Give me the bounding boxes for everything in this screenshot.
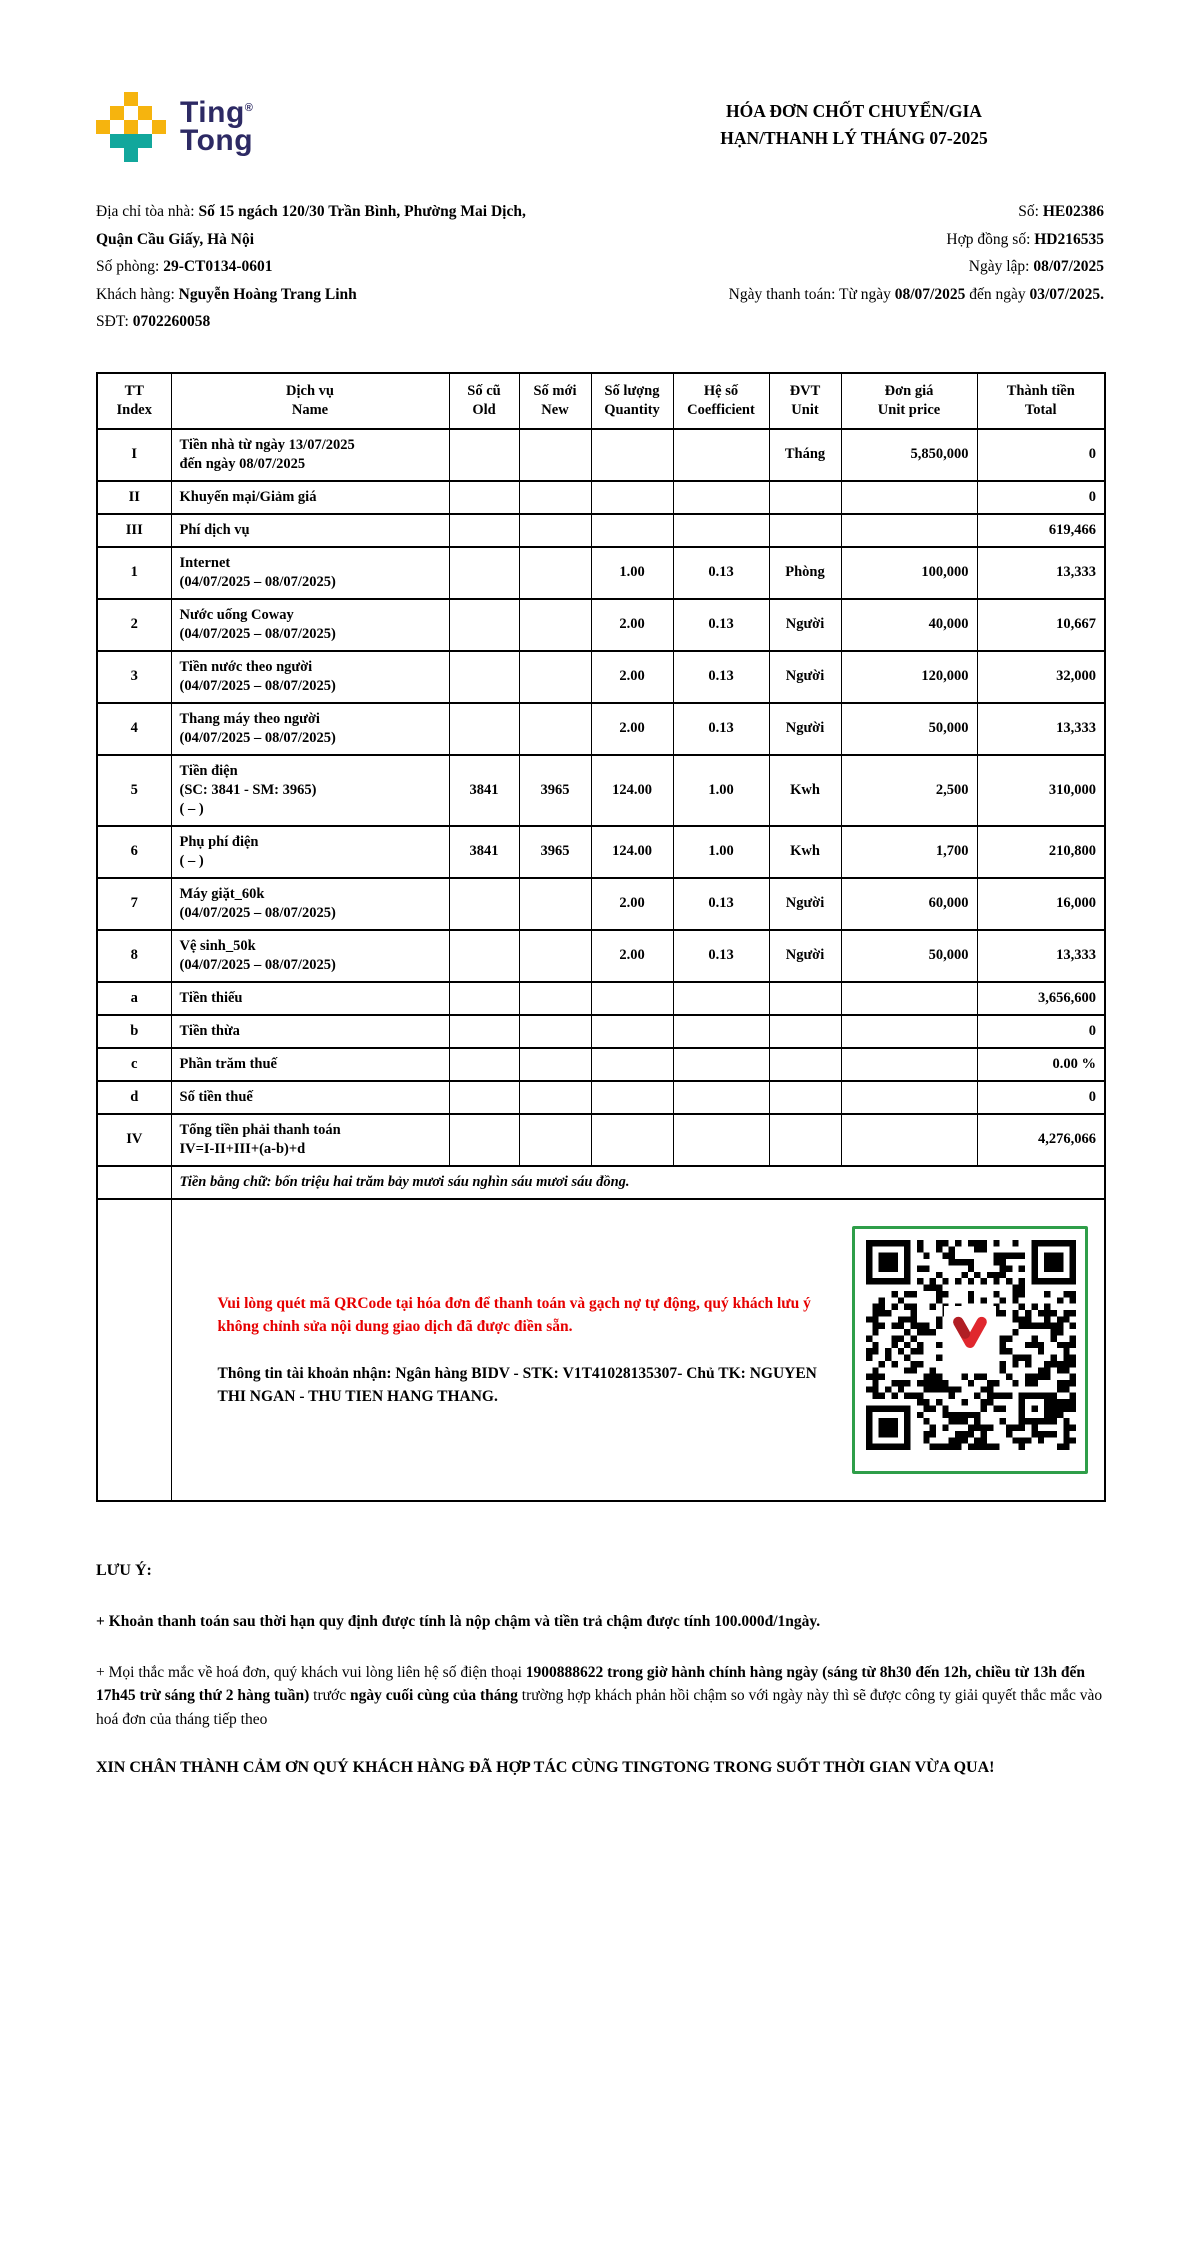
cell-price — [841, 1048, 977, 1081]
invoice-title-line1: HÓA ĐƠN CHỐT CHUYỂN/GIA — [726, 101, 982, 121]
cell-unit: Người — [769, 930, 841, 982]
info-right: Số: HE02386 — [1018, 203, 1104, 220]
qr-account-info: Thông tin tài khoản nhận: Ngân hàng BIDV - STK: V1T41028135307- Chủ TK: NGUYEN THI NGAN - THU TIEN HANG THANG. — [217, 1364, 817, 1405]
cell-unit: Phòng — [769, 547, 841, 599]
cell-unit — [769, 514, 841, 547]
table-row-1 — [97, 547, 1105, 599]
cell-qty: 2.00 — [591, 930, 673, 982]
table-header-cell-name: Dịch vụ Name — [171, 373, 449, 429]
cell-price — [841, 1081, 977, 1114]
tingtong-logo — [96, 92, 253, 162]
cell-coef — [673, 429, 769, 481]
invoice-info-section — [96, 198, 1104, 336]
logo-word-1: Ting — [180, 95, 245, 129]
cell-unit — [769, 1015, 841, 1048]
cell-name: Thang máy theo người (04/07/2025 – 08/07/2025) — [171, 703, 449, 755]
cell-tt: 7 — [97, 878, 171, 930]
cell-total: 16,000 — [977, 878, 1105, 930]
amount-in-words-row — [97, 1166, 1105, 1199]
cell-coef: 0.13 — [673, 878, 769, 930]
cell-total: 0 — [977, 1081, 1105, 1114]
cell-old: 3841 — [449, 755, 519, 826]
table-header-cell-unit: ĐVT Unit — [769, 373, 841, 429]
cell-qty — [591, 1081, 673, 1114]
cell-tt: 5 — [97, 755, 171, 826]
cell-unit: Người — [769, 703, 841, 755]
qr-instructions — [218, 1292, 838, 1408]
info-row-3 — [96, 253, 1104, 281]
cell-name: Tổng tiền phải thanh toán IV=I-II+III+(a-b)+d — [171, 1114, 449, 1166]
cell-new — [519, 599, 591, 651]
info-left: SĐT: 0702260058 — [96, 313, 211, 330]
cell-coef: 0.13 — [673, 547, 769, 599]
table-row-2 — [97, 599, 1105, 651]
cell-unit: Người — [769, 878, 841, 930]
cell-tt: II — [97, 481, 171, 514]
table-header-cell-old: Số cũ Old — [449, 373, 519, 429]
cell-tt: 1 — [97, 547, 171, 599]
footer-heading: LƯU Ý: — [96, 1561, 152, 1579]
table-header-cell-tt: TT Index — [97, 373, 171, 429]
cell-new — [519, 651, 591, 703]
cell-new: 3965 — [519, 826, 591, 878]
cell-price: 50,000 — [841, 930, 977, 982]
table-header-cell-total: Thành tiền Total — [977, 373, 1105, 429]
cell-old — [449, 1081, 519, 1114]
cell-new — [519, 878, 591, 930]
cell-name: Tiền nhà từ ngày 13/07/2025 đến ngày 08/07/2025 — [171, 429, 449, 481]
cell-new — [519, 982, 591, 1015]
cell-unit — [769, 1048, 841, 1081]
cell-coef — [673, 982, 769, 1015]
footer-note-2: + Mọi thắc mắc về hoá đơn, quý khách vui lòng liên hệ số điện thoại 1900888622 trong giờ hành chính hàng ngày (sáng từ 8h30 đến 12h, chiều từ 13h đến 17h45 trừ sáng thứ 2 hàng tuần) trước ngày cuối cùng của tháng trường hợp khách phản hồi chậm so với ngày này thì sẽ được công ty giải quyết thắc mắc vào hoá đơn của tháng tiếp theo — [96, 1663, 1103, 1728]
cell-name: Nước uống Coway (04/07/2025 – 08/07/2025) — [171, 599, 449, 651]
table-row-3 — [97, 651, 1105, 703]
qr-red-note: Vui lòng quét mã QRCode tại hóa đơn để thanh toán và gạch nợ tự động, quý khách lưu ý không chỉnh sửa nội dung giao dịch đã được điền sẵn. — [217, 1294, 811, 1335]
cell-unit: Tháng — [769, 429, 841, 481]
cell-new — [519, 547, 591, 599]
cell-name: Máy giặt_60k (04/07/2025 – 08/07/2025) — [171, 878, 449, 930]
cell-coef: 0.13 — [673, 651, 769, 703]
info-left: Khách hàng: Nguyễn Hoàng Trang Linh — [96, 285, 357, 303]
invoice-table — [96, 372, 1106, 1502]
table-header-cell-new: Số mới New — [519, 373, 591, 429]
cell-old — [449, 878, 519, 930]
cell-coef — [673, 1015, 769, 1048]
cell-coef — [673, 1081, 769, 1114]
cell-name: Tiền điện (SC: 3841 - SM: 3965) ( – ) — [171, 755, 449, 826]
cell-name: Phí dịch vụ — [171, 514, 449, 547]
cell-qty — [591, 514, 673, 547]
cell-price: 5,850,000 — [841, 429, 977, 481]
cell-name: Số tiền thuế — [171, 1081, 449, 1114]
table-header-row — [97, 373, 1105, 429]
cell-new: 3965 — [519, 755, 591, 826]
cell-unit: Người — [769, 651, 841, 703]
cell-price — [841, 1015, 977, 1048]
info-right: Ngày lập: 08/07/2025 — [968, 258, 1104, 275]
cell-tt: d — [97, 1081, 171, 1114]
cell-total: 32,000 — [977, 651, 1105, 703]
cell-price: 100,000 — [841, 547, 977, 599]
cell-coef: 0.13 — [673, 930, 769, 982]
cell-qty — [591, 1114, 673, 1166]
table-row-I — [97, 429, 1105, 481]
cell-name: Internet (04/07/2025 – 08/07/2025) — [171, 547, 449, 599]
invoice-title-line2: HẠN/THANH LÝ THÁNG 07-2025 — [720, 128, 988, 149]
cell-new — [519, 481, 591, 514]
cell-tt: 3 — [97, 651, 171, 703]
info-row-1 — [96, 198, 1104, 226]
table-row-II — [97, 481, 1105, 514]
cell-qty: 2.00 — [591, 703, 673, 755]
cell-price — [841, 514, 977, 547]
cell-old: 3841 — [449, 826, 519, 878]
footer-notes — [96, 1562, 1104, 1782]
cell-tt: 2 — [97, 599, 171, 651]
cell-old — [449, 703, 519, 755]
cell-tt: I — [97, 429, 171, 481]
cell-total: 210,800 — [977, 826, 1105, 878]
cell-total: 4,276,066 — [977, 1114, 1105, 1166]
cell-coef: 0.13 — [673, 599, 769, 651]
table-header-cell-coef: Hệ số Coefficient — [673, 373, 769, 429]
cell-price: 50,000 — [841, 703, 977, 755]
table-row-a — [97, 982, 1105, 1015]
cell-old — [449, 1015, 519, 1048]
cell-total: 13,333 — [977, 547, 1105, 599]
cell-qty — [591, 1015, 673, 1048]
table-header-cell-qty: Số lượng Quantity — [591, 373, 673, 429]
cell-old — [449, 1114, 519, 1166]
cell-tt: IV — [97, 1114, 171, 1166]
cell-total: 310,000 — [977, 755, 1105, 826]
info-row-5 — [96, 308, 1104, 336]
cell-tt: 6 — [97, 826, 171, 878]
cell-coef — [673, 481, 769, 514]
qr-row — [97, 1199, 1105, 1501]
cell-unit — [769, 1081, 841, 1114]
qr-row-cell — [171, 1199, 1105, 1501]
amount-in-words: Tiền bằng chữ: bốn triệu hai trăm bảy mươi sáu nghìn sáu mươi sáu đồng. — [171, 1166, 1105, 1199]
invoice-title — [604, 98, 1104, 152]
table-row-6 — [97, 826, 1105, 878]
footer-note-1: + Khoản thanh toán sau thời hạn quy định được tính là nộp chậm và tiền trả chậm được tính 100.000đ/1ngày. — [96, 1612, 821, 1630]
cell-coef: 1.00 — [673, 826, 769, 878]
cell-old — [449, 982, 519, 1015]
cell-total: 10,667 — [977, 599, 1105, 651]
tingtong-logo-icon — [96, 92, 166, 162]
cell-total: 0.00 % — [977, 1048, 1105, 1081]
qr-frame — [852, 1226, 1088, 1474]
cell-tt: c — [97, 1048, 171, 1081]
info-left: Quận Cầu Giấy, Hà Nội — [96, 230, 255, 248]
cell-total: 619,466 — [977, 514, 1105, 547]
header — [96, 0, 1104, 162]
vietqr-v-icon — [944, 1306, 996, 1358]
cell-qty — [591, 429, 673, 481]
cell-price: 40,000 — [841, 599, 977, 651]
cell-unit: Người — [769, 599, 841, 651]
table-row-5 — [97, 755, 1105, 826]
cell-new — [519, 930, 591, 982]
cell-qty — [591, 481, 673, 514]
info-left: Số phòng: 29-CT0134-0601 — [96, 258, 273, 275]
table-row-III — [97, 514, 1105, 547]
table-row-c — [97, 1048, 1105, 1081]
info-left: Địa chỉ tòa nhà: Số 15 ngách 120/30 Trần Bình, Phường Mai Dịch, — [96, 203, 526, 220]
cell-coef: 0.13 — [673, 703, 769, 755]
cell-qty — [591, 982, 673, 1015]
cell-new — [519, 1015, 591, 1048]
cell-name: Tiền thừa — [171, 1015, 449, 1048]
footer-thanks: XIN CHÂN THÀNH CẢM ƠN QUÝ KHÁCH HÀNG ĐÃ HỢP TÁC CÙNG TINGTONG TRONG SUỐT THỜI GIAN VỪA QUA! — [96, 1759, 995, 1776]
cell-unit: Kwh — [769, 755, 841, 826]
info-right: Hợp đồng số: HD216535 — [946, 230, 1104, 248]
cell-price: 2,500 — [841, 755, 977, 826]
cell-old — [449, 1048, 519, 1081]
cell-coef — [673, 514, 769, 547]
cell-new — [519, 429, 591, 481]
cell-price — [841, 481, 977, 514]
cell-name: Tiền nước theo người (04/07/2025 – 08/07/2025) — [171, 651, 449, 703]
cell-tt: 8 — [97, 930, 171, 982]
cell-qty: 1.00 — [591, 547, 673, 599]
cell-old — [449, 651, 519, 703]
cell-unit — [769, 982, 841, 1015]
cell-new — [519, 1081, 591, 1114]
cell-qty: 124.00 — [591, 826, 673, 878]
cell-coef — [673, 1114, 769, 1166]
cell-qty: 2.00 — [591, 651, 673, 703]
info-right: Ngày thanh toán: Từ ngày 08/07/2025 đến ngày 03/07/2025. — [728, 285, 1104, 303]
cell-qty: 2.00 — [591, 599, 673, 651]
cell-name: Vệ sinh_50k (04/07/2025 – 08/07/2025) — [171, 930, 449, 982]
cell-coef — [673, 1048, 769, 1081]
cell-price: 120,000 — [841, 651, 977, 703]
cell-total: 0 — [977, 1015, 1105, 1048]
cell-price — [841, 982, 977, 1015]
cell-old — [449, 514, 519, 547]
table-row-b — [97, 1015, 1105, 1048]
table-row-4 — [97, 703, 1105, 755]
cell-new — [519, 1114, 591, 1166]
cell-name: Khuyến mại/Giảm giá — [171, 481, 449, 514]
cell-tt: a — [97, 982, 171, 1015]
info-row-4 — [96, 281, 1104, 309]
cell-tt: b — [97, 1015, 171, 1048]
cell-name: Phụ phí điện ( – ) — [171, 826, 449, 878]
cell-total: 0 — [977, 481, 1105, 514]
tingtong-logo-text — [180, 95, 254, 157]
cell-price: 60,000 — [841, 878, 977, 930]
info-row-2 — [96, 226, 1104, 254]
cell-coef: 1.00 — [673, 755, 769, 826]
cell-tt: III — [97, 514, 171, 547]
cell-qty: 2.00 — [591, 878, 673, 930]
table-row-8 — [97, 930, 1105, 982]
cell-total: 0 — [977, 429, 1105, 481]
cell-price: 1,700 — [841, 826, 977, 878]
cell-unit: Kwh — [769, 826, 841, 878]
table-row-IV — [97, 1114, 1105, 1166]
cell-name: Tiền thiếu — [171, 982, 449, 1015]
cell-new — [519, 703, 591, 755]
cell-old — [449, 599, 519, 651]
cell-new — [519, 514, 591, 547]
cell-unit — [769, 481, 841, 514]
table-header-cell-price: Đơn giá Unit price — [841, 373, 977, 429]
cell-total: 13,333 — [977, 703, 1105, 755]
qr-row-index-cell — [97, 1199, 171, 1501]
cell-old — [449, 429, 519, 481]
table-row-d — [97, 1081, 1105, 1114]
cell-total: 13,333 — [977, 930, 1105, 982]
cell-unit — [769, 1114, 841, 1166]
amount-in-words-index-cell — [97, 1166, 171, 1199]
cell-total: 3,656,600 — [977, 982, 1105, 1015]
cell-old — [449, 481, 519, 514]
cell-new — [519, 1048, 591, 1081]
cell-old — [449, 547, 519, 599]
cell-qty — [591, 1048, 673, 1081]
cell-old — [449, 930, 519, 982]
cell-tt: 4 — [97, 703, 171, 755]
cell-price — [841, 1114, 977, 1166]
table-row-7 — [97, 878, 1105, 930]
logo-registered-mark: ® — [244, 101, 254, 114]
logo-word-2: Tong — [180, 124, 254, 157]
cell-qty: 124.00 — [591, 755, 673, 826]
cell-name: Phần trăm thuế — [171, 1048, 449, 1081]
